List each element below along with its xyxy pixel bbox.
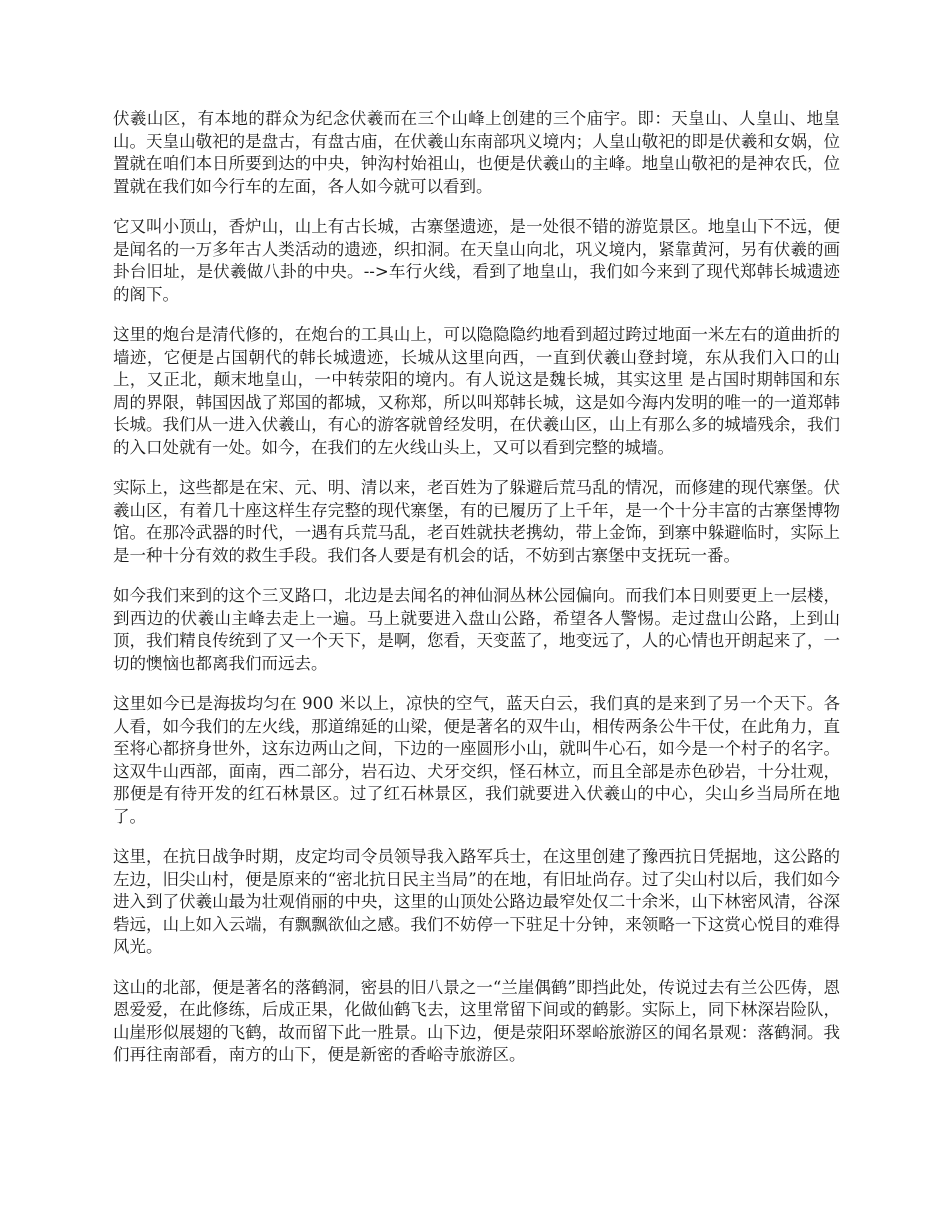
paragraph-3: 这里的炮台是清代修的，在炮台的工具山上，可以隐隐隐约地看到超过跨过地面一米左右的道曲折的墙迹，它便是占国朝代的韩长城遗迹，长城从这里向西，一直到伏羲山登封境，东从我们入口的山上，又正北，颠末地皇山，一中转荥阳的境内。有人说这是魏长城，其实这里 是占国时期韩国和东周的界限，韩国因战了郑国的都城，又称郑，所以叫郑韩长城，这是如今海内发明的唯一的一道郑韩长城。我们从一进入伏羲山，有心的游客就曾经发明，在伏羲山区，山上有那么多的城墙残余，我们的入口处就有一处。如今，在我们的左火线山头上，又可以看到完整的城墙。 [113,325,840,457]
paragraph-7: 这里，在抗日战争时期，皮定均司令员领导我入路军兵士，在这里创建了豫西抗日凭据地，这公路的左边，旧尖山村，便是原来的“密北抗日民主当局”的在地，有旧址尚存。过了尖山村以后，我们如今进入到了伏羲山最为壮观俏丽的中央，这里的山顶处公路边最窄处仅二十余米，山下林密风清，谷深砦远，山上如入云端，有飘飘欲仙之感。我们不妨停一下驻足十分钟，来领略一下这赏心悦目的难得风光。 [113,847,840,956]
paragraph-1: 伏羲山区，有本地的群众为纪念伏羲而在三个山峰上创建的三个庙宇。即：天皇山、人皇山、地皇山。天皇山敬祀的是盘古，有盘古庙，在伏羲山东南部巩义境内；人皇山敬祀的即是伏羲和女娲，位置就在咱们本日所要到达的中央，钟沟村始祖山，也便是伏羲山的主峰。地皇山敬祀的是神农氏，位置就在我们如今行车的左面，各人如今就可以看到。 [113,109,840,196]
paragraph-2: 它又叫小顶山，香炉山，山上有古长城，古寨堡遗迹，是一处很不错的游览景区。地皇山下不远，便是闻名的一万多年古人类活动的遗迹，织扣洞。在天皇山向北，巩义境内，紧靠黄河，另有伏羲的画卦台旧址，是伏羲做八卦的中央。-->车行火线，看到了地皇山，我们如今来到了现代郑韩长城遗迹的阁下。 [113,217,840,304]
document-body [113,108,840,1085]
paragraph-8: 这山的北部，便是著名的落鹤洞，密县的旧八景之一“兰崖偶鹤”即挡此处，传说过去有兰公匹俦，恩恩爱爱，在此修练，后成正果，化做仙鹤飞去，这里常留下间或的鹤影。实际上，同下林深岩险队，山崖形似展翅的飞鹤，故而留下此一胜景。山下边，便是荥阳环翠峪旅游区的闻名景观：落鹤洞。我们再往南部看，南方的山下，便是新密的香峪寺旅游区。 [113,977,840,1064]
paragraph-4: 实际上，这些都是在宋、元、明、清以来，老百姓为了躲避后荒马乱的情况，而修建的现代寨堡。伏羲山区，有着几十座这样生存完整的现代寨堡，有的已履历了上千年，是一个十分丰富的古寨堡博物馆。在那冷武器的时代，一遇有兵荒马乱，老百姓就扶老携幼，带上金饰，到寨中躲避临时，实际上是一种十分有效的救生手段。我们各人要是有机会的话，不妨到古寨堡中支抚玩一番。 [113,478,840,565]
paragraph-5: 如今我们来到的这个三叉路口，北边是去闻名的神仙洞丛林公园偏向。而我们本日则要更上一层楼，到西边的伏羲山主峰去走上一遍。马上就要进入盘山公路，希望各人警惕。走过盘山公路，上到山顶，我们精良传统到了又一个天下，是啊，您看，天变蓝了，地变远了，人的心情也开朗起来了，一切的懊恼也都离我们而远去。 [113,586,840,673]
paragraph-6: 这里如今已是海拔均匀在 900 米以上，凉快的空气，蓝天白云，我们真的是来到了另一个天下。各人看，如今我们的左火线，那道绵延的山梁，便是著名的双牛山，相传两条公牛干仗，在此角力，直至将心都挤身世外，这东边两山之间，下边的一座圆形小山，就叫牛心石，如今是一个村子的名字。这双牛山西部，面南，西二部分，岩石边、犬牙交织，怪石林立，而且全部是赤色砂岩，十分壮观，那便是有待开发的红石林景区。过了红石林景区，我们就要进入伏羲山的中心，尖山乡当局所在地了。 [113,694,840,826]
